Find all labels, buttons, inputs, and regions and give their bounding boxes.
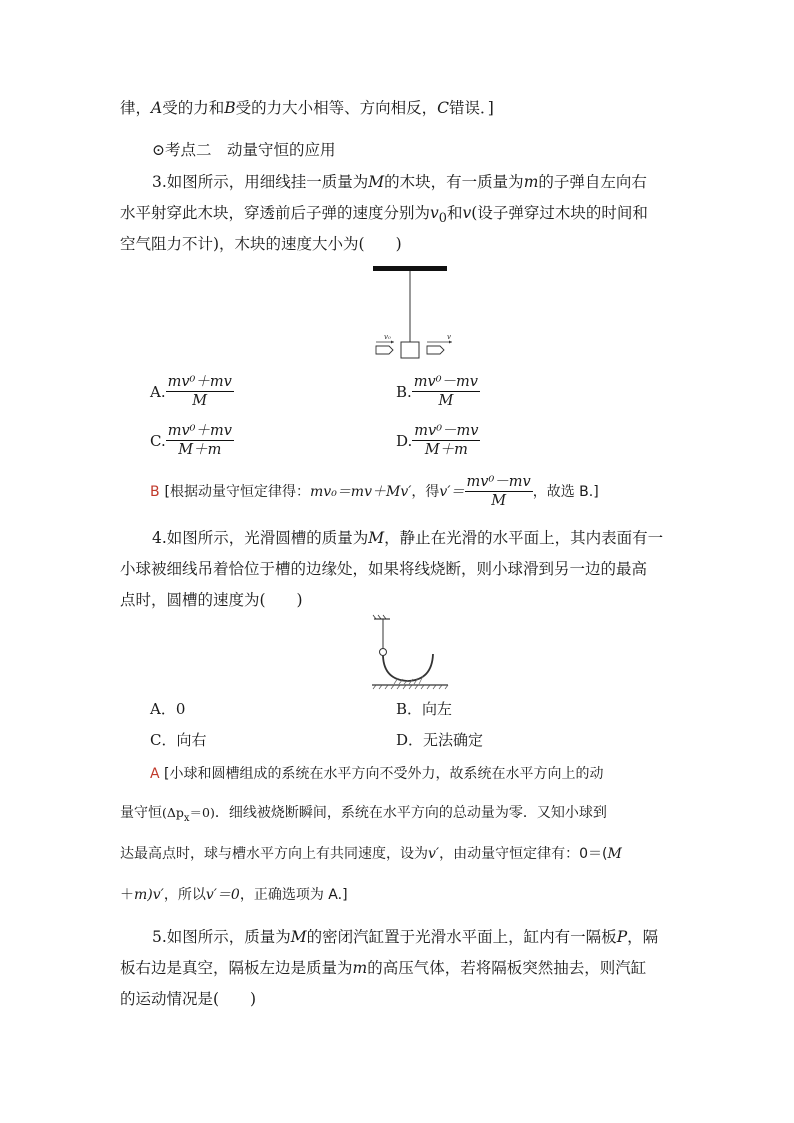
q3-option-a[interactable]: A. $\frac{\text{mv⁰＋mv}}{M}$ bbox=[150, 374, 232, 409]
bullet-before-icon bbox=[376, 346, 393, 354]
q3-option-c[interactable]: C. $\frac{\text{mv⁰＋mv}}{M+m}$ bbox=[150, 423, 232, 458]
q3-line-1: 3.如图所示，用细线挂一质量为M的木块，有一质量为m的子弹自左向右 bbox=[152, 173, 647, 191]
section-symbol-icon: ⊙ bbox=[152, 141, 165, 159]
q4-answer-line-4: ＋m)v′，所以v′＝0，正确选项为 A.] bbox=[120, 887, 348, 903]
bullet-after-icon bbox=[427, 346, 444, 354]
q3-answer-key: B bbox=[150, 484, 160, 500]
q4-answer-line-3: 达最高点时，球与槽水平方向上有共同速度，设为v′，由动量守恒定律有：0＝(M bbox=[120, 846, 622, 862]
q5-line-2: 板右边是真空，隔板左边是质量为m的高压气体，若将隔板突然抽去，则汽缸 bbox=[120, 959, 647, 977]
q4-option-d[interactable]: D．无法确定 bbox=[396, 731, 484, 749]
q4-option-a[interactable]: A．0 bbox=[150, 700, 186, 718]
groove-arc bbox=[383, 654, 433, 681]
q3-pendulum-figure bbox=[360, 262, 460, 366]
q3-line-2: 水平射穿此木块，穿透前后子弹的速度分别为$v_0$和v(设子弹穿过木块的时间和 bbox=[120, 204, 648, 227]
q4-line-2: 小球被细线吊着恰位于槽的边缘处，如果将线烧断，则小球滑到另一边的最高 bbox=[120, 560, 648, 578]
q3-answer: B [根据动量守恒定律得：mv₀＝mv＋Mv′，得v′＝ $\frac{\text{mv⁰－mv}}{M}$ ，故选 B.] bbox=[150, 474, 599, 509]
q4-option-c[interactable]: C．向右 bbox=[150, 731, 207, 749]
q4-answer-line-2: 量守恒$(\Delta p_x=0)$．细线被烧断瞬间，系统在水平方向的总动量为零．又知小球到 bbox=[120, 805, 607, 824]
section-title: 考点二 动量守恒的应用 bbox=[165, 141, 336, 159]
section-heading bbox=[152, 140, 336, 160]
wood-block bbox=[401, 342, 419, 358]
v0-label: v₀ bbox=[384, 333, 391, 341]
ceiling-bar bbox=[373, 266, 447, 271]
q3-option-d[interactable]: D. $\frac{\text{mv⁰－mv}}{M+m}$ bbox=[396, 423, 479, 458]
q5-line-1: 5.如图所示，质量为M的密闭汽缸置于光滑水平面上，缸内有一隔板P，隔 bbox=[152, 928, 659, 946]
q4-answer-line-1: A [小球和圆槽组成的系统在水平方向不受外力，故系统在水平方向上的动 bbox=[150, 766, 604, 782]
q3-line-3: 空气阻力不计)，木块的速度大小为( ) bbox=[120, 235, 402, 253]
q4-line-3: 点时，圆槽的速度为( ) bbox=[120, 591, 303, 609]
q5-line-3: 的运动情况是( ) bbox=[120, 990, 257, 1008]
q2-tail-line: 律，A受的力和B受的力大小相等、方向相反，C错误．] bbox=[120, 99, 494, 117]
q4-answer-key: A bbox=[150, 766, 160, 782]
q4-groove-figure bbox=[370, 614, 450, 690]
q4-line-1: 4.如图所示，光滑圆槽的质量为M，静止在光滑的水平面上，其内表面有一 bbox=[152, 529, 664, 547]
q4-option-b[interactable]: B．向左 bbox=[396, 700, 453, 718]
ball-icon bbox=[380, 649, 387, 656]
v-label: v bbox=[447, 333, 451, 341]
q3-option-b[interactable]: B. $\frac{\text{mv⁰－mv}}{M}$ bbox=[396, 374, 478, 409]
